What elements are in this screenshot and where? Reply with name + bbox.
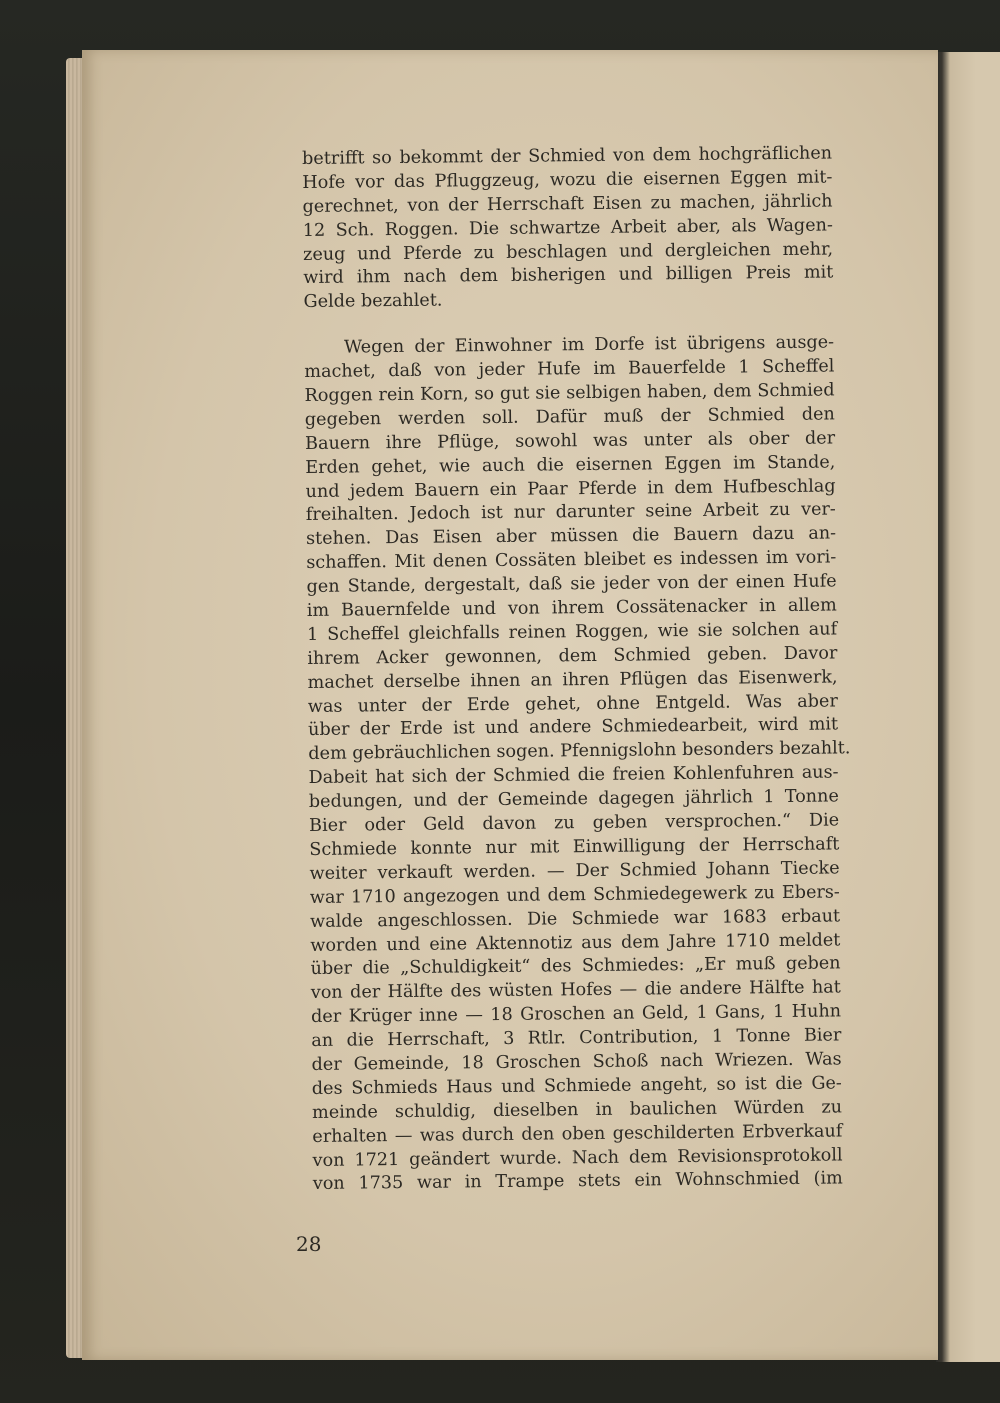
text-line: Schmiede konnte nur mit Einwilligung der Herrschaft <box>309 834 840 860</box>
text-line: von der Hälfte des wüsten Hofes — die andere Hälfte hat <box>310 977 841 1004</box>
text-line: Hofe vor das Pfluggzeug, wozu die eisernen Eggen mit- <box>302 167 833 193</box>
text-line: von 1735 war in Trampe stets ein Wohnschmied (im <box>312 1168 843 1195</box>
text-line: über die „Schuldigkeit“ des Schmiedes: „Er muß geben <box>310 953 841 980</box>
text-line: walde angeschlossen. Die Schmiede war 1683 erbaut <box>309 906 841 932</box>
text-line: dem gebräuchlichen sogen. Pfennigslohn besonders bezahlt. <box>308 738 851 765</box>
text-line: Bauern ihre Pflüge, sowohl was unter als ober der <box>304 428 836 454</box>
text-line: ihrem Acker gewonnen, dem Schmied geben. Davor <box>307 643 838 669</box>
text-line: machet, daß von jeder Hufe im Bauerfelde 1 Scheffel <box>304 356 835 383</box>
text-line: Bier oder Geld davon zu geben versprochen.“ Die <box>308 810 840 837</box>
text-line: stehen. Das Eisen aber müssen die Bauern dazu an- <box>305 523 837 550</box>
text-line: der Krüger inne — 18 Groschen an Geld, 1 Gans, 1 Huhn <box>310 1001 842 1028</box>
text-line: 12 Sch. Roggen. Die schwartze Arbeit aber, als Wagen- <box>302 215 833 241</box>
text-line: gerechnet, von der Herrschaft Eisen zu machen, jährlich <box>302 191 833 217</box>
text-line: Erden gehet, wie auch die eisernen Eggen im Stande, <box>305 452 836 478</box>
body-text <box>302 142 851 1197</box>
text-line: erhalten — was durch den oben geschilderten Erbverkauf <box>312 1121 843 1147</box>
text-line: was unter der Erde gehet, ohne Entgeld. Was aber <box>307 691 838 717</box>
facing-page-edge <box>936 52 1000 1362</box>
page-number: 28 <box>296 1232 322 1256</box>
text-line: 1 Scheffel gleichfalls reinen Roggen, wie sie solchen auf <box>306 619 838 645</box>
text-line: bedungen, und der Gemeinde dagegen jährlich 1 Tonne <box>308 786 839 813</box>
text-line: freihalten. Jedoch ist nur darunter seine Arbeit zu ver- <box>305 499 836 526</box>
text-line: zeug und Pferde zu beschlagen und dergleichen mehr, <box>303 239 834 265</box>
text-line: wird ihm nach dem bisherigen und billigen Preis mit <box>303 262 834 289</box>
text-line: des Schmieds Haus und Schmiede angeht, so ist die Ge- <box>311 1073 842 1099</box>
text-line: schaffen. Mit denen Cossäten bleibet es indessen im vori- <box>306 547 837 574</box>
text-line: Roggen rein Korn, so gut sie selbigen haben, dem Schmied <box>304 380 835 407</box>
text-line: betrifft so bekommt der Schmied von dem hochgräflichen <box>302 143 833 169</box>
text-line: worden und eine Aktennotiz aus dem Jahre 1710 meldet <box>310 929 841 956</box>
text-line: war 1710 angezogen und dem Schmiedegewerk zu Ebers- <box>309 882 840 908</box>
text-line: über der Erde ist und andere Schmiedearbeit, wird mit <box>307 714 839 741</box>
text-line: weiter verkauft werden. — Der Schmied Johann Tiecke <box>309 858 840 884</box>
text-line: gegeben werden soll. Dafür muß der Schmied den <box>304 404 835 430</box>
text-line: und jedem Bauern ein Paar Pferde in dem Hufbeschlag <box>305 476 836 502</box>
text-line: gen Stande, dergestalt, daß sie jeder von der einen Hufe <box>306 571 837 598</box>
text-line: im Bauernfelde und von ihrem Cossätenacker in allem <box>306 595 837 622</box>
text-line: machet derselbe ihnen an ihren Pflügen das Eisenwerk, <box>307 667 838 693</box>
text-line: Gelde bezahlet. <box>303 290 443 313</box>
text-line: Dabeit hat sich der Schmied die freien Kohlenfuhren aus- <box>308 762 839 789</box>
paragraph-1 <box>302 142 834 315</box>
text-line: von 1721 geändert wurde. Nach dem Revisionsprotokoll <box>312 1144 843 1171</box>
text-line: der Gemeinde, 18 Groschen Schoß nach Wriezen. Was <box>311 1049 842 1075</box>
text-line: Wegen der Einwohner im Dorfe ist übrigens ausge- <box>343 332 835 358</box>
paragraph-2 <box>304 332 851 1198</box>
text-line: meinde schuldig, dieselben in baulichen Würden zu <box>311 1097 843 1123</box>
text-line: an die Herrschaft, 3 Rtlr. Contribution, 1 Tonne Bier <box>311 1025 842 1052</box>
